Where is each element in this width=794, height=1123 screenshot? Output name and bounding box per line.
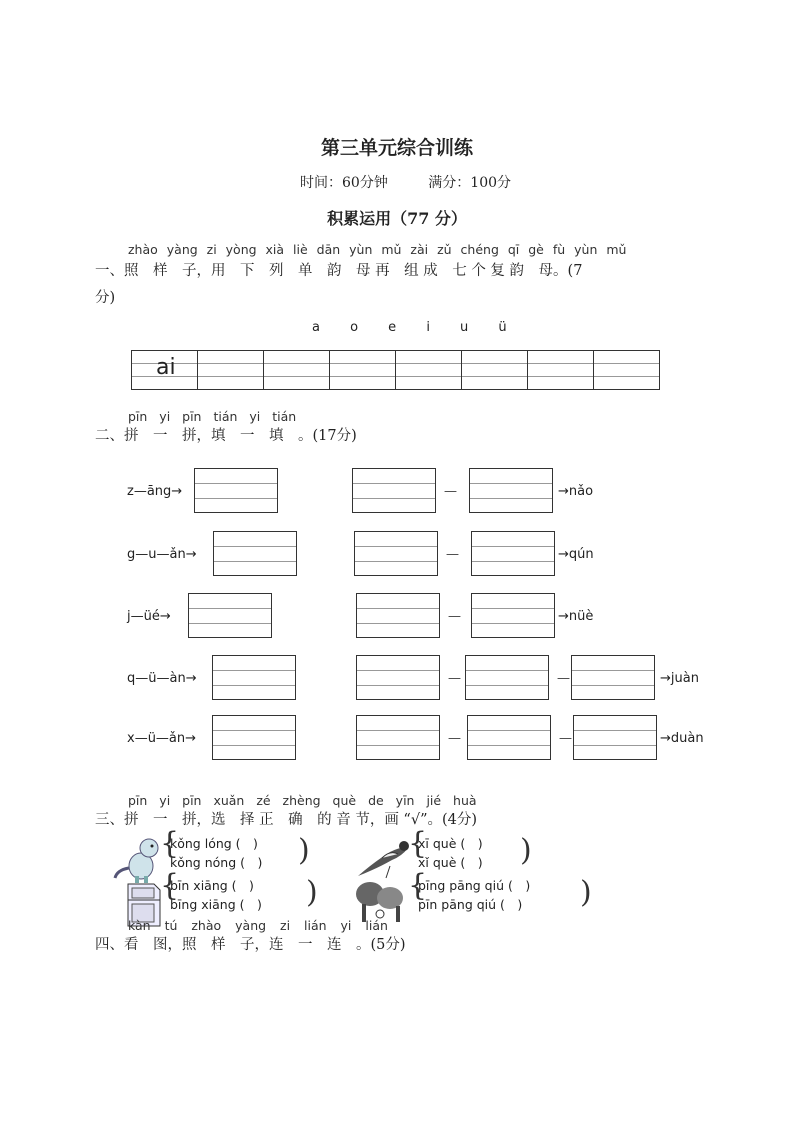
answer-box[interactable] — [471, 593, 555, 638]
pinyin-compose-label: g—u—ǎn→ — [127, 547, 197, 562]
pinyin-compose-label: z—āng→ — [127, 484, 183, 499]
dash-connector: — — [448, 671, 461, 686]
answer-box[interactable] — [354, 531, 438, 576]
pinyin-compose-label: q—ü—àn→ — [127, 671, 197, 686]
answer-box[interactable] — [188, 593, 272, 638]
q1-text-cont: 分) — [95, 290, 116, 306]
option-bing-xiang[interactable]: bīng xiāng ( ) — [170, 897, 262, 912]
q3-text: 三、拼 一 拼，选 择 正 确 的 音 节，画 “√”。(4分) — [95, 812, 478, 828]
time-limit: 时间：60分钟 — [300, 175, 388, 191]
option-ping-pang-qiu[interactable]: pīng pāng qiú ( ) — [418, 878, 531, 893]
left-brace: { — [160, 826, 180, 861]
right-paren: ) — [306, 875, 318, 910]
answer-box[interactable] — [194, 468, 278, 513]
answer-box[interactable] — [356, 655, 440, 700]
target-pinyin-label: →juàn — [660, 671, 699, 686]
option-xi-que-1[interactable]: xī què ( ) — [418, 836, 483, 851]
grid-cell[interactable] — [594, 351, 660, 390]
q1-text: 一、照 样 子，用 下 列 单 韵 母 再 组 成 七 个 复 韵 母。(7 — [95, 263, 583, 279]
answer-box[interactable] — [352, 468, 436, 513]
grid-cell[interactable] — [198, 351, 264, 390]
target-pinyin-label: →nüè — [558, 609, 594, 624]
answer-box[interactable] — [356, 593, 440, 638]
vowel-list: a o e i u ü — [312, 320, 507, 335]
grid-cell-example — [132, 351, 198, 390]
target-pinyin-label: →duàn — [660, 731, 704, 746]
grid-cell[interactable] — [330, 351, 396, 390]
dash-connector: — — [444, 484, 457, 499]
answer-grid — [131, 350, 660, 390]
answer-box[interactable] — [469, 468, 553, 513]
option-xi-que-2[interactable]: xǐ què ( ) — [418, 855, 483, 870]
dash-connector: — — [559, 731, 572, 746]
answer-box[interactable] — [467, 715, 551, 760]
section-subtitle: 积累运用（77 分） — [327, 209, 467, 228]
answer-box[interactable] — [573, 715, 657, 760]
example-answer: ai — [156, 355, 176, 380]
answer-box[interactable] — [212, 715, 296, 760]
answer-box[interactable] — [213, 531, 297, 576]
grid-cell[interactable] — [396, 351, 462, 390]
pinyin-compose-label: j—üé→ — [127, 609, 171, 624]
answer-box[interactable] — [356, 715, 440, 760]
option-kong-nong[interactable]: kǒng nóng ( ) — [170, 855, 263, 870]
dash-connector: — — [557, 671, 570, 686]
left-brace: { — [160, 868, 180, 903]
page-title: 第三单元综合训练 — [320, 137, 473, 159]
answer-box[interactable] — [471, 531, 555, 576]
grid-cell[interactable] — [264, 351, 330, 390]
full-score: 满分：100分 — [428, 175, 512, 191]
left-brace: { — [408, 826, 428, 861]
grid-cell[interactable] — [528, 351, 594, 390]
q4-pinyin: kàn tú zhào yàng zi lián yi lián — [128, 918, 388, 933]
option-kong-long[interactable]: kǒng lóng ( ) — [170, 836, 258, 851]
target-pinyin-label: →qún — [558, 547, 594, 562]
answer-box[interactable] — [212, 655, 296, 700]
left-brace: { — [408, 868, 428, 903]
answer-box[interactable] — [465, 655, 549, 700]
dash-connector: — — [448, 609, 461, 624]
right-paren: ) — [580, 875, 592, 910]
q2-pinyin: pīn yi pīn tián yi tián — [128, 409, 297, 424]
answer-box[interactable] — [571, 655, 655, 700]
magpie-picture — [352, 836, 412, 882]
exam-meta — [300, 172, 547, 192]
target-pinyin-label: →nǎo — [558, 484, 594, 499]
q1-pinyin: zhào yàng zi yòng xià liè dān yùn mǔ zài zǔ chéng qī gè fù yùn mǔ — [128, 242, 627, 257]
q2-text: 二、拼 一 拼，填 一 填 。(17分) — [95, 428, 357, 444]
q4-text: 四、看 图，照 样 子，连 一 连 。(5分) — [95, 937, 406, 953]
dinosaur-picture — [113, 836, 165, 884]
right-paren: ) — [520, 833, 532, 868]
dash-connector: — — [446, 547, 459, 562]
grid-cell[interactable] — [462, 351, 528, 390]
pinyin-compose-label: x—ü—ǎn→ — [127, 731, 197, 746]
right-paren: ) — [298, 833, 310, 868]
q3-pinyin: pīn yi pīn xuǎn zé zhèng què de yīn jié huà — [128, 793, 477, 808]
dash-connector: — — [448, 731, 461, 746]
option-bin-xiang[interactable]: bīn xiāng ( ) — [170, 878, 254, 893]
option-pin-pang-qiu[interactable]: pīn pāng qiú ( ) — [418, 897, 523, 912]
